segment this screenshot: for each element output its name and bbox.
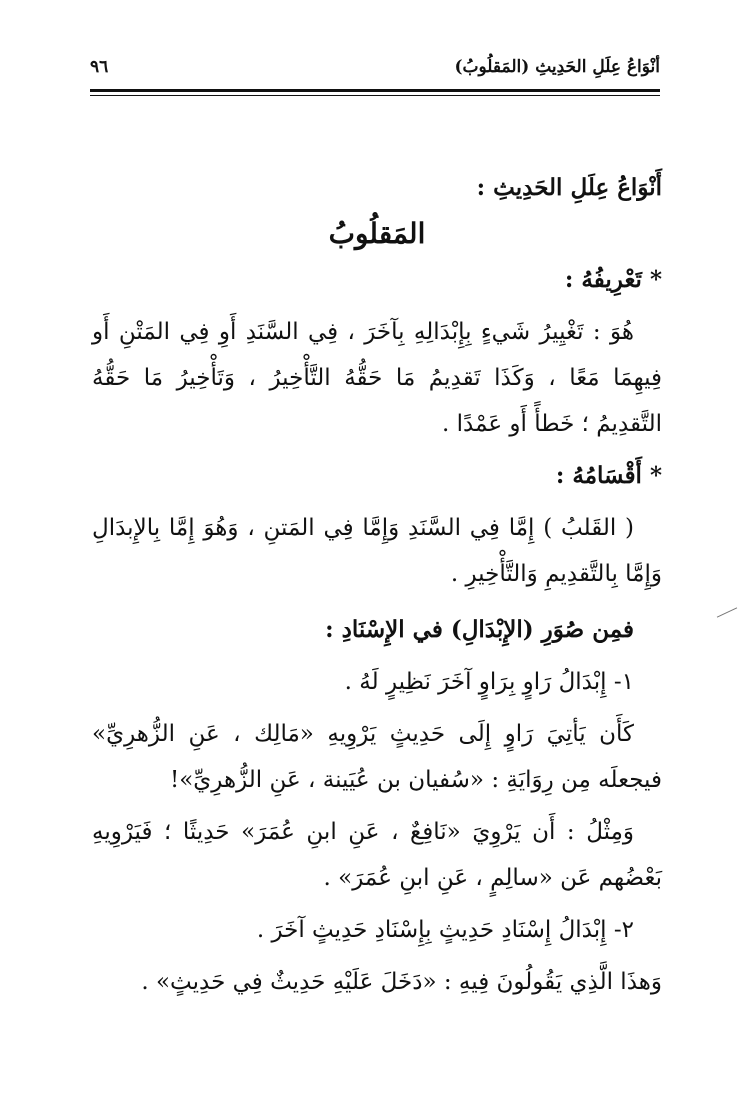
definition-heading: * تَعْرِيفُهُ : bbox=[564, 266, 662, 293]
isnad-item-2: ٢- إِبْدَالُ إِسْنَادِ حَدِيثٍ بِإِسْنَادِ حَدِيثٍ آخَرَ . bbox=[256, 917, 634, 943]
isnad-item-1-example-2: وَمِثْلُ : أَن يَرْوِيَ «نَافِعٌ ، عَنِ ابنِ عُمَرَ» حَدِيثًا ؛ فَيَرْوِيهِ بَعْضُهم عَن «سالِمٍ ، عَنِ ابنِ عُمَرَ» . bbox=[92, 819, 662, 891]
isnad-item-2-note: وَهذَا الَّذِي يَقُولُونَ فِيهِ : «دَخَلَ عَلَيْهِ حَدِيثٌ فِي حَدِيثٍ» . bbox=[141, 969, 662, 995]
isnad-item-1: ١- إِبْدَالُ رَاوٍ بِرَاوٍ آخَرَ نَظِيرٍ لَهُ . bbox=[344, 669, 634, 695]
isnad-forms-heading: فمِن صُوَرِ (الإِبْدَالِ) في الإِسْنَادِ : bbox=[325, 616, 634, 643]
isnad-item-1-example: كَأَن يَأتِيَ رَاوٍ إِلَى حَدِيثٍ يَرْوِيهِ «مَالِك ، عَنِ الزُّهرِيِّ» فيجعلَه مِن رِوَايَةِ : «سُفيان بن عُيَينة ، عَنِ الزُّهرِيِّ»! bbox=[92, 721, 662, 793]
divisions-heading: * أَقْسَامُهُ : bbox=[555, 462, 662, 489]
scan-mark bbox=[717, 607, 737, 617]
definition-text: هُوَ : تَغْيِيرُ شَيءٍ بِإِبْدَالِهِ بِآخَرَ ، فِي السَّنَدِ أَوِ فِي المَتْنِ أَو فِيهِمَا مَعًا ، وَكَذَا تَقدِيمُ مَا حَقُّهُ التَّأْخِيرُ ، وَتَأْخِيرُ مَا حَقُّهُ التَّقدِيمُ ؛ خَطأً أَو عَمْدًا . bbox=[92, 319, 662, 437]
header-rule-thin bbox=[90, 95, 660, 96]
page-number: ٩٦ bbox=[90, 57, 109, 77]
page-header bbox=[90, 52, 660, 82]
page-body bbox=[92, 165, 662, 1005]
section-subtitle: المَقلُوبُ bbox=[328, 217, 426, 250]
section-title: أَنْوَاعُ عِلَلِ الحَدِيثِ : bbox=[476, 174, 662, 201]
running-title: أنْوَاعُ عِلَلِ الحَدِيثِ (المَقلُوبُ) bbox=[454, 57, 660, 77]
divisions-text: ( القَلبُ ) إِمَّا فِي السَّنَدِ وَإِمَّا فِي المَتنِ ، وَهُوَ إِمَّا بِالإِبدَالِ وَإِمَّا بِالتَّقدِيمِ وَالتَّأْخِيرِ . bbox=[92, 515, 662, 587]
header-rule-thick bbox=[90, 89, 660, 92]
